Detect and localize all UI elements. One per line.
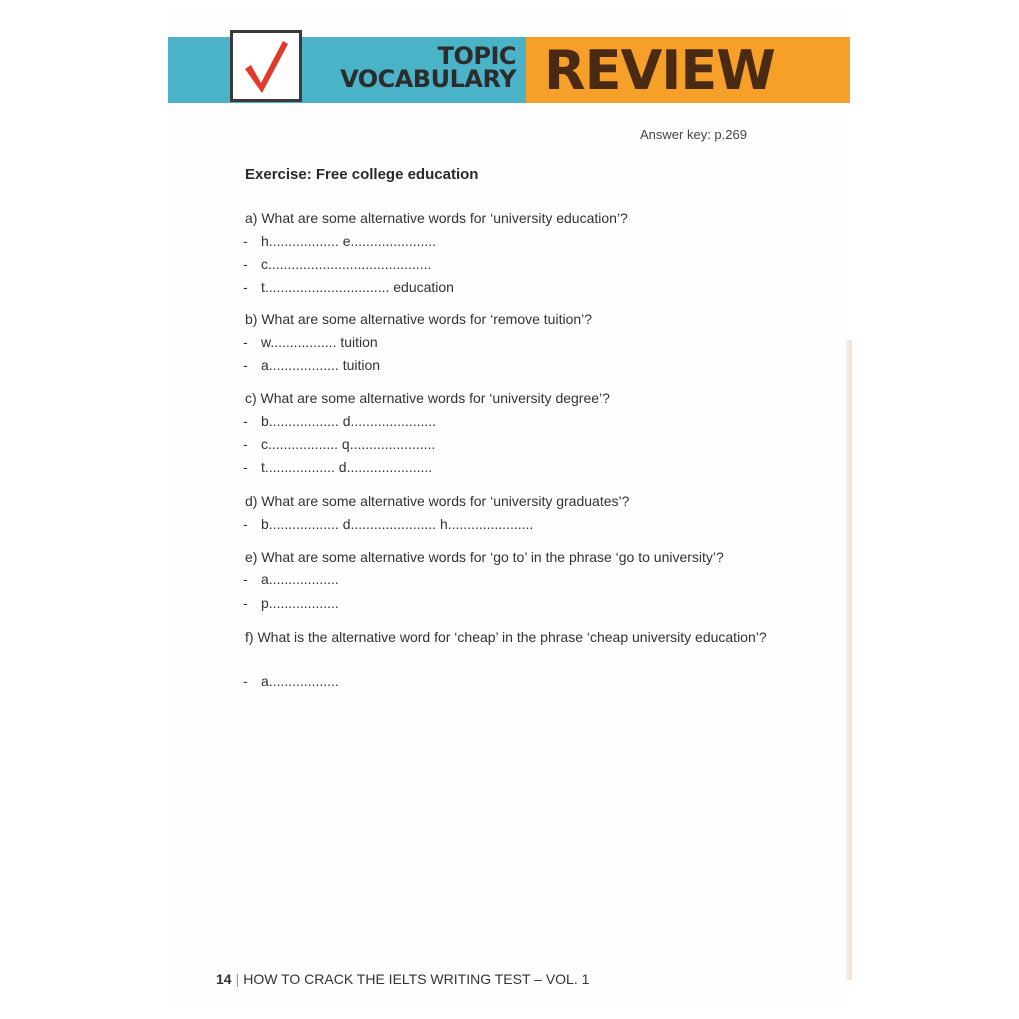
list-item: - p.................. (243, 595, 339, 611)
book-title: HOW TO CRACK THE IELTS WRITING TEST – VOL. 1 (243, 971, 590, 987)
question-a: a) What are some alternative words for ‘university education’? (245, 210, 628, 226)
review-label: REVIEW (544, 39, 775, 102)
list-item: - w................. tuition (243, 334, 378, 350)
checkmark-box (230, 30, 302, 102)
topic-line2: VOCABULARY (340, 65, 516, 93)
checkmark-icon (241, 39, 291, 95)
header-banner (168, 37, 850, 103)
list-item: - a.................. (243, 571, 339, 587)
list-item: - c.................. q...................... (243, 436, 436, 452)
page-edge (846, 340, 852, 980)
topic-line1: TOPIC (437, 42, 516, 70)
answer-key: Answer key: p.269 (640, 127, 747, 142)
list-item: - h.................. e...................... (243, 233, 437, 249)
footer-separator: | (235, 971, 240, 987)
question-e: e) What are some alternative words for ‘go to’ in the phrase ‘go to university’? (245, 549, 724, 565)
list-item: - a.................. (243, 673, 339, 689)
question-f: f) What is the alternative word for ‘cheap’ in the phrase ‘cheap university education’? (245, 629, 767, 645)
question-d: d) What are some alternative words for ‘university graduates’? (245, 493, 630, 509)
list-item: - t................................ education (243, 279, 454, 295)
exercise-title: Exercise: Free college education (245, 166, 479, 183)
list-item: - a.................. tuition (243, 357, 381, 373)
page-footer (216, 971, 589, 987)
list-item: - t.................. d...................... (243, 459, 433, 475)
page-number: 14 (216, 971, 232, 987)
topic-vocabulary-label (318, 42, 516, 93)
list-item: - c.......................................... (243, 256, 432, 272)
list-item: - b.................. d...................... (243, 413, 437, 429)
list-item: - b.................. d...................... h...................... (243, 516, 534, 532)
question-b: b) What are some alternative words for ‘remove tuition’? (245, 311, 593, 327)
question-c: c) What are some alternative words for ‘university degree’? (245, 390, 610, 406)
